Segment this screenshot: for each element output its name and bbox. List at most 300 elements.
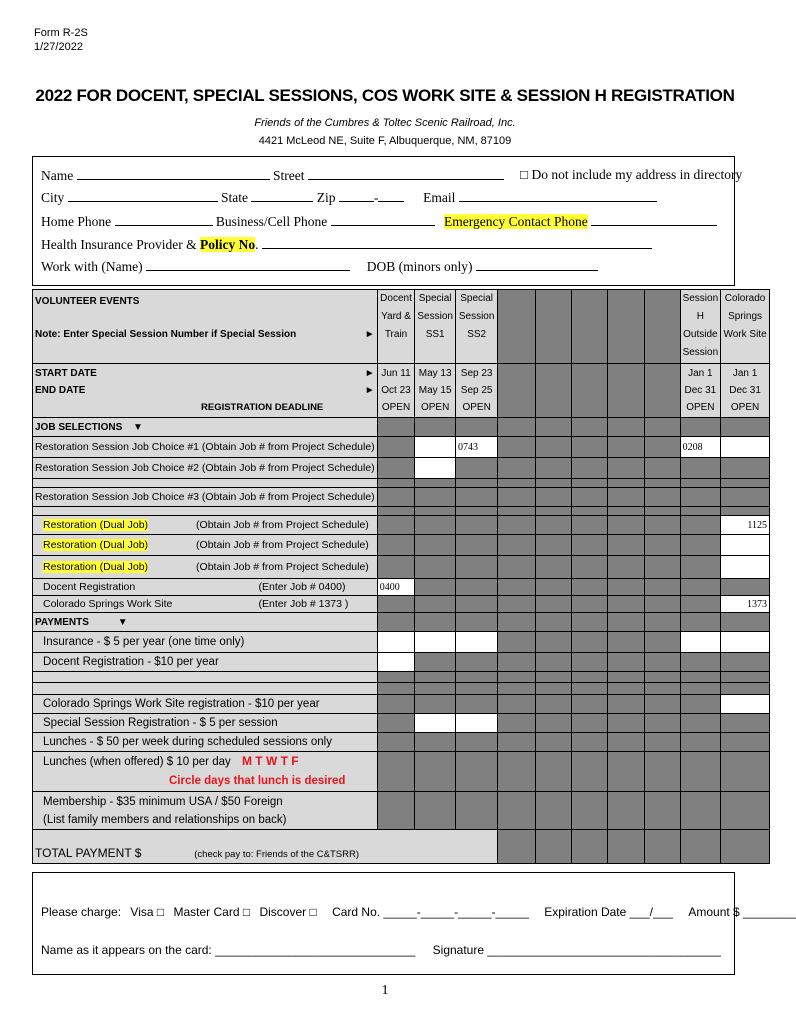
blank-cell	[680, 672, 721, 683]
job-selections-label-cell	[33, 418, 378, 437]
blank-cell	[535, 488, 571, 507]
job-choice-2-row	[33, 458, 770, 479]
dual-job-label: Restoration (Dual Job)	[43, 519, 149, 531]
blank-cell	[571, 683, 607, 695]
blank-cell	[571, 437, 607, 458]
blank-cell	[377, 672, 415, 683]
blank-cell	[571, 479, 607, 488]
blank-cell	[415, 672, 456, 683]
blank-cell	[498, 632, 536, 653]
blank-cell	[377, 695, 415, 714]
blank-cell	[645, 488, 680, 507]
blank-cell	[607, 613, 645, 632]
blank-cell	[607, 556, 645, 579]
blank-cell	[498, 683, 536, 695]
blank-header-cell	[571, 290, 607, 364]
docent-fee-label: Docent Registration - $10 per year	[33, 653, 378, 672]
blank-cell	[645, 672, 680, 683]
blank-cell	[415, 683, 456, 695]
lunch-days[interactable]: M T W T F	[241, 754, 299, 768]
col-header-line: SS1	[425, 329, 445, 340]
docent-reg-input[interactable]: 0400	[377, 579, 415, 596]
payment-box	[32, 872, 796, 975]
blank-cell	[645, 683, 680, 695]
emergency-field[interactable]	[591, 213, 717, 226]
blank-cell	[455, 752, 497, 792]
blank-cell	[607, 507, 645, 516]
blank-header-cell	[535, 290, 571, 364]
blank-cell	[680, 488, 721, 507]
blank-cell	[498, 364, 536, 418]
blank-cell	[571, 714, 607, 733]
city-field[interactable]	[68, 189, 218, 202]
name-field[interactable]	[77, 167, 270, 180]
deadline-value: OPEN	[420, 402, 450, 413]
blank-cell	[680, 683, 721, 695]
insurance-label: Health Insurance Provider &	[41, 237, 197, 252]
form-number: Form R-2S	[34, 27, 88, 39]
job1-ss1-input[interactable]	[415, 437, 456, 458]
payments-label-cell	[33, 613, 378, 632]
docent-fee-input[interactable]	[377, 653, 415, 672]
blank-cell	[721, 752, 770, 792]
deadline-value: OPEN	[381, 402, 411, 413]
blank-cell	[571, 632, 607, 653]
deadline-value: OPEN	[686, 402, 715, 413]
blank-cell	[535, 516, 571, 535]
blank-cell	[607, 653, 645, 672]
circle-days-note: Circle days that lunch is desired	[169, 775, 346, 787]
arrow-down-icon: ▼	[117, 616, 128, 628]
col-header-line: SS2	[467, 329, 487, 340]
email-field[interactable]	[459, 189, 657, 202]
dual-job-1-label-cell	[33, 516, 378, 535]
blank-cell	[571, 535, 607, 556]
dual3-cos-input[interactable]	[721, 556, 770, 579]
blank-cell	[535, 535, 571, 556]
discover-checkbox-icon[interactable]: □	[309, 905, 317, 919]
blank-cell	[571, 752, 607, 792]
job-choice-2-label: Restoration Session Job Choice #2 (Obtain Job # from Project Schedule)	[33, 458, 378, 479]
end-date-value: May 15	[418, 385, 452, 396]
blank-cell	[645, 714, 680, 733]
blank-cell	[535, 792, 571, 830]
blank-cell	[415, 556, 456, 579]
blank-cell	[571, 596, 607, 613]
work-with-field[interactable]	[146, 258, 350, 271]
spacer-row	[33, 479, 770, 488]
blank-cell	[455, 613, 497, 632]
dual-job-label: Restoration (Dual Job)	[43, 561, 149, 573]
blank-cell	[607, 752, 645, 792]
events-header-row	[33, 290, 770, 364]
blank-cell	[535, 579, 571, 596]
visa-label: Visa	[130, 905, 154, 919]
blank-cell	[498, 479, 536, 488]
blank-cell	[721, 458, 770, 479]
dates-label-cell	[33, 364, 378, 418]
dual1-cos-input[interactable]: 1125	[721, 516, 770, 535]
membership-label-cell	[33, 792, 378, 830]
col-header-line: Session	[417, 311, 453, 322]
family-note: (List family members and relationships on back)	[43, 813, 287, 826]
row-city	[41, 189, 657, 206]
col-header-line: Yard &	[381, 311, 411, 322]
blank-cell	[645, 437, 680, 458]
dob-label: DOB (minors only)	[366, 259, 473, 274]
dual2-cos-input[interactable]	[721, 535, 770, 556]
blank-cell	[645, 695, 680, 714]
insurance-field[interactable]	[262, 236, 652, 249]
blank-cell	[415, 507, 456, 516]
spacer-cell	[33, 672, 378, 683]
blank-cell	[415, 733, 456, 752]
blank-cell	[571, 488, 607, 507]
blank-cell	[680, 579, 721, 596]
org-address: 4421 McLeod NE, Suite F, Albuquerque, NM, 87109	[258, 135, 512, 147]
events-label-cell	[33, 290, 378, 364]
row-insurance	[41, 236, 652, 253]
business-phone-field[interactable]	[331, 213, 435, 226]
row-name	[41, 167, 504, 184]
blank-cell	[680, 695, 721, 714]
blank-cell	[680, 733, 721, 752]
dual-job-hint: (Obtain Job # from Project Schedule)	[196, 519, 369, 531]
policy-dot: .	[255, 237, 259, 252]
blank-header-cell	[607, 290, 645, 364]
blank-cell	[607, 418, 645, 437]
start-date-value: May 13	[418, 368, 452, 379]
end-date-value: Dec 31	[684, 385, 717, 396]
work-with-label: Work with (Name)	[41, 259, 143, 274]
col-header-line: Session	[682, 347, 719, 358]
docent-fee-row	[33, 653, 770, 672]
blank-cell	[607, 632, 645, 653]
card-name-row	[41, 943, 721, 957]
card-number-field[interactable]: Card No. _____-_____-_____-_____	[332, 905, 529, 919]
blank-cell	[455, 507, 497, 516]
blank-cell	[721, 714, 770, 733]
blank-cell	[645, 613, 680, 632]
ss-fee-ss2-input[interactable]	[455, 714, 497, 733]
blank-cell	[645, 535, 680, 556]
blank-cell	[498, 613, 536, 632]
blank-cell	[680, 458, 721, 479]
blank-cell	[498, 830, 536, 864]
insurance-ss2-input[interactable]	[455, 632, 497, 653]
form-id-block	[34, 26, 88, 54]
blank-cell	[415, 596, 456, 613]
blank-cell	[415, 516, 456, 535]
payments-header-row	[33, 613, 770, 632]
spacer-cell	[33, 683, 378, 695]
dob-field[interactable]	[476, 258, 598, 271]
blank-cell	[607, 458, 645, 479]
note-row	[35, 329, 375, 340]
dual-job-2-row	[33, 535, 770, 556]
insurance-ss1-input[interactable]	[415, 632, 456, 653]
blank-cell	[377, 479, 415, 488]
blank-cell	[645, 507, 680, 516]
blank-cell	[721, 733, 770, 752]
blank-cell	[680, 507, 721, 516]
blank-cell	[535, 714, 571, 733]
col-docent-header	[377, 290, 415, 364]
dates-ss2	[455, 364, 497, 418]
end-date-value: Sep 25	[460, 385, 493, 396]
lunch-week-label: Lunches - $ 50 per week during scheduled sessions only	[33, 733, 378, 752]
business-phone-label: Business/Cell Phone	[215, 214, 328, 229]
blank-cell	[455, 792, 497, 830]
blank-cell	[535, 733, 571, 752]
dual-job-hint: (Obtain Job # from Project Schedule)	[196, 561, 369, 573]
row-phone	[41, 213, 435, 230]
job-selections-header-row	[33, 418, 770, 437]
blank-cell	[535, 653, 571, 672]
blank-cell	[721, 613, 770, 632]
dual-job-3-label-cell	[33, 556, 378, 579]
blank-cell	[607, 672, 645, 683]
start-date-value: Jan 1	[688, 368, 713, 379]
registration-table	[32, 289, 770, 864]
name-on-card-field[interactable]: Name as it appears on the card: ______________________________	[41, 943, 416, 957]
blank-cell	[498, 672, 536, 683]
spacer-row	[33, 683, 770, 695]
blank-cell	[645, 596, 680, 613]
spacer-cell	[33, 507, 378, 516]
state-field[interactable]	[251, 189, 313, 202]
blank-cell	[535, 830, 571, 864]
blank-cell	[680, 792, 721, 830]
end-date-value: Dec 31	[729, 385, 761, 396]
blank-cell	[607, 364, 645, 418]
city-label: City	[41, 190, 65, 205]
dual-job-2-label-cell	[33, 535, 378, 556]
blank-cell	[498, 733, 536, 752]
blank-cell	[721, 653, 770, 672]
blank-cell	[571, 579, 607, 596]
blank-cell	[607, 437, 645, 458]
col-ss2-header	[455, 290, 497, 364]
membership-row	[33, 792, 770, 830]
ss-fee-ss1-input[interactable]	[415, 714, 456, 733]
blank-cell	[415, 792, 456, 830]
insurance-session-h-input[interactable]	[680, 632, 721, 653]
cos-work-row	[33, 596, 770, 613]
blank-cell	[415, 695, 456, 714]
blank-cell	[535, 613, 571, 632]
street-field[interactable]	[308, 167, 504, 180]
blank-cell	[377, 516, 415, 535]
blank-cell	[571, 672, 607, 683]
dual-job-1-row	[33, 516, 770, 535]
blank-cell	[377, 418, 415, 437]
col-header-line: Docent	[380, 293, 412, 304]
blank-cell	[680, 556, 721, 579]
cos-work-hint: (Enter Job # 1373 )	[258, 598, 349, 610]
blank-cell	[680, 613, 721, 632]
blank-cell	[415, 613, 456, 632]
street-label: Street	[272, 168, 305, 183]
check-pay-note: (check pay to: Friends of the C&TSRR)	[194, 849, 359, 860]
lunch-day-label: Lunches (when offered) $ 10 per day	[43, 756, 231, 768]
name-label: Name	[41, 168, 74, 183]
blank-cell	[415, 488, 456, 507]
visa-checkbox-icon[interactable]: □	[156, 905, 165, 919]
blank-cell	[535, 752, 571, 792]
blank-cell	[377, 714, 415, 733]
blank-cell	[535, 683, 571, 695]
blank-cell	[498, 437, 536, 458]
cos-fee-row	[33, 695, 770, 714]
blank-cell	[535, 507, 571, 516]
blank-cell	[721, 418, 770, 437]
zip-ext-field[interactable]	[378, 189, 404, 202]
blank-cell	[571, 516, 607, 535]
blank-cell	[415, 535, 456, 556]
cos-work-label: Colorado Springs Work Site	[43, 598, 173, 610]
amount-field[interactable]: Amount $ ________	[688, 905, 796, 919]
mastercard-label: Master Card	[173, 905, 240, 919]
blank-cell	[607, 792, 645, 830]
volunteer-events-label: VOLUNTEER EVENTS	[35, 296, 140, 307]
blank-cell	[498, 488, 536, 507]
blank-cell	[721, 672, 770, 683]
blank-cell	[377, 752, 415, 792]
blank-cell	[535, 556, 571, 579]
job-selections-label: JOB SELECTIONS	[35, 421, 123, 433]
start-date-value: Jan 1	[732, 368, 758, 379]
blank-cell	[571, 695, 607, 714]
org-name: Friends of the Cumbres & Toltec Scenic Railroad, Inc.	[254, 117, 516, 129]
cos-work-input[interactable]: 1373	[721, 596, 770, 613]
blank-cell	[721, 792, 770, 830]
blank-cell	[645, 733, 680, 752]
blank-header-cell	[645, 290, 680, 364]
blank-cell	[645, 792, 680, 830]
state-label: State	[221, 190, 249, 205]
blank-cell	[571, 653, 607, 672]
col-session-h-header	[680, 290, 721, 364]
cos-work-label-cell	[33, 596, 378, 613]
col-header-line: H	[696, 311, 704, 322]
blank-cell	[535, 632, 571, 653]
blank-cell	[607, 683, 645, 695]
blank-cell	[377, 613, 415, 632]
blank-cell	[498, 507, 536, 516]
policy-label: Policy No	[199, 237, 256, 252]
blank-cell	[680, 535, 721, 556]
home-phone-field[interactable]	[115, 213, 213, 226]
blank-cell	[455, 695, 497, 714]
blank-cell	[415, 653, 456, 672]
job1-ss2-input[interactable]: 0743	[455, 437, 497, 458]
docent-registration-row	[33, 579, 770, 596]
blank-cell	[571, 613, 607, 632]
cos-fee-input[interactable]	[721, 695, 770, 714]
signature-field[interactable]: Signature ___________________________________	[432, 943, 721, 957]
blank-cell	[498, 752, 536, 792]
mastercard-checkbox-icon[interactable]: □	[242, 905, 251, 919]
blank-cell	[377, 488, 415, 507]
col-ss1-header	[415, 290, 456, 364]
zip-field[interactable]	[339, 189, 374, 202]
ss-fee-label: Special Session Registration - $ 5 per session	[33, 714, 378, 733]
blank-cell	[377, 792, 415, 830]
blank-cell	[680, 479, 721, 488]
please-charge-label: Please charge:	[41, 905, 122, 919]
start-date-label: START DATE	[35, 368, 97, 379]
arrow-right-icon: ►	[364, 385, 375, 396]
docent-reg-hint: (Enter Job # 0400)	[258, 581, 346, 593]
blank-cell	[721, 507, 770, 516]
job1-session-h-input[interactable]: 0208	[680, 437, 721, 458]
blank-cell	[571, 418, 607, 437]
arrow-right-icon: ►	[364, 368, 375, 379]
blank-cell	[680, 714, 721, 733]
blank-cell	[607, 535, 645, 556]
no-address-option[interactable]	[520, 167, 742, 183]
col-header-line: Springs	[728, 311, 763, 322]
end-date-value: Oct 23	[381, 385, 411, 396]
blank-cell	[455, 683, 497, 695]
blank-cell	[607, 488, 645, 507]
blank-cell	[535, 695, 571, 714]
checkbox-icon[interactable]: □	[520, 167, 529, 182]
blank-cell	[607, 830, 645, 864]
blank-cell	[455, 672, 497, 683]
blank-cell	[377, 507, 415, 516]
spacer-cell	[33, 479, 378, 488]
no-address-label: Do not include my address in directory	[531, 167, 743, 182]
arrow-down-icon: ▼	[133, 421, 143, 433]
job2-ss1-input[interactable]	[415, 458, 456, 479]
blank-cell	[498, 695, 536, 714]
blank-header-cell	[498, 290, 536, 364]
job-choice-3-label: Restoration Session Job Choice #3 (Obtain Job # from Project Schedule)	[33, 488, 378, 507]
job-choice-1-row	[33, 437, 770, 458]
blank-cell	[645, 752, 680, 792]
blank-cell	[645, 364, 680, 418]
lunch-week-row	[33, 733, 770, 752]
blank-cell	[498, 653, 536, 672]
emergency-label: Emergency Contact Phone	[444, 214, 588, 229]
charge-row	[41, 905, 796, 919]
blank-cell	[645, 458, 680, 479]
blank-cell	[498, 516, 536, 535]
blank-cell	[571, 458, 607, 479]
blank-cell	[680, 516, 721, 535]
blank-cell	[455, 488, 497, 507]
membership-label: Membership - $35 minimum USA / $50 Foreign	[43, 795, 283, 808]
insurance-cos-input[interactable]	[721, 632, 770, 653]
blank-cell	[721, 579, 770, 596]
blank-cell	[415, 479, 456, 488]
insurance-docent-input[interactable]	[377, 632, 415, 653]
col-header-line: Special	[460, 293, 494, 304]
blank-cell	[377, 458, 415, 479]
dates-docent	[377, 364, 415, 418]
blank-cell	[415, 579, 456, 596]
blank-cell	[455, 579, 497, 596]
deadline-value: OPEN	[730, 402, 760, 413]
job1-cos-input[interactable]	[721, 437, 770, 458]
blank-cell	[377, 683, 415, 695]
blank-cell	[535, 596, 571, 613]
blank-cell	[498, 596, 536, 613]
expiration-field[interactable]: Expiration Date ___/___	[544, 905, 674, 919]
home-phone-label: Home Phone	[41, 214, 112, 229]
